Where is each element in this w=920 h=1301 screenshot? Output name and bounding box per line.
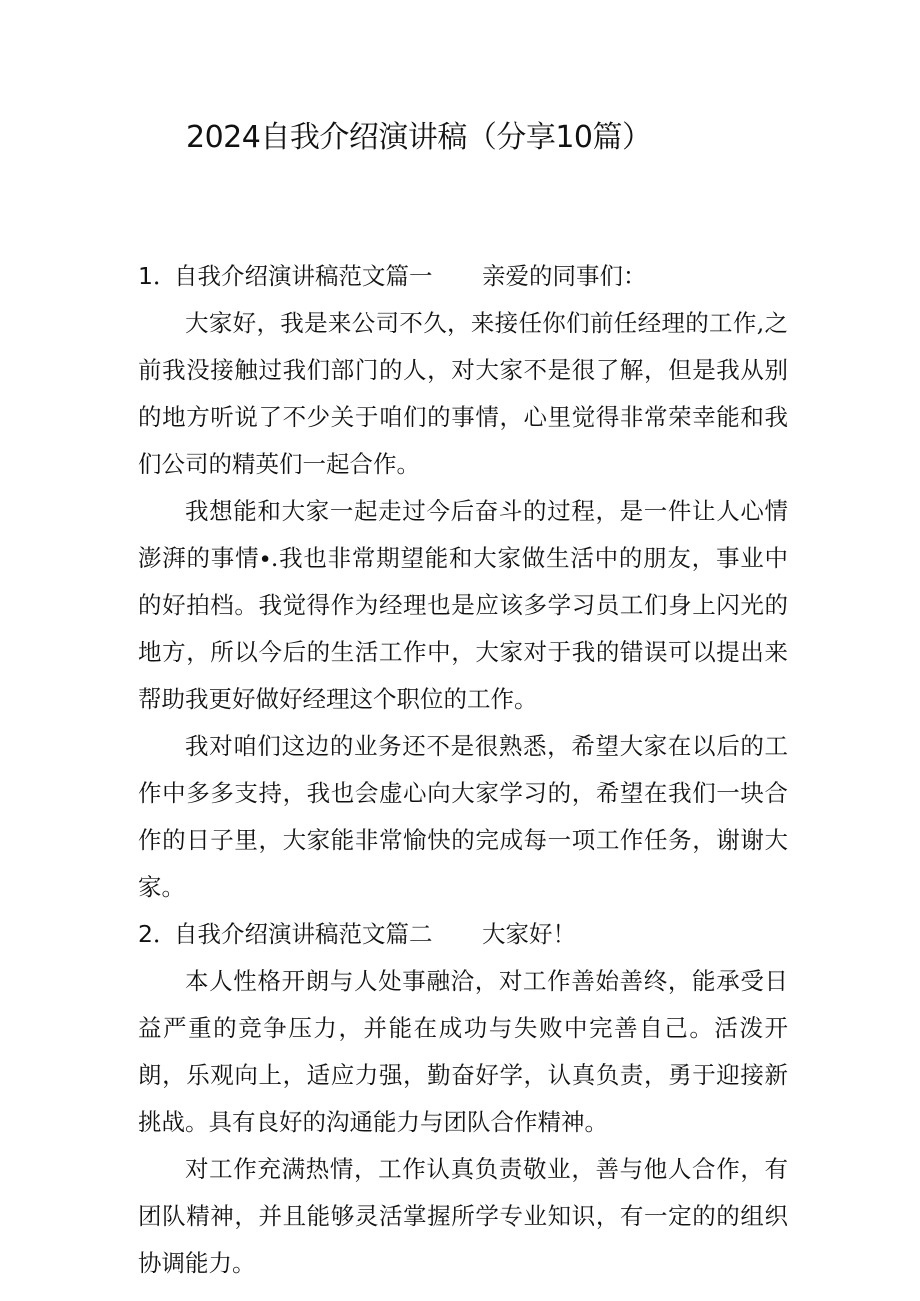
section-heading	[138, 253, 788, 300]
paragraph: 我对咱们这边的业务还不是很熟悉，希望大家在以后的工作中多多支持，我也会虚心向大家学习的，希望在我们一块合作的日子里，大家能非常愉快的完成每一项工作任务，谢谢大家。	[138, 732, 788, 901]
paragraph: 对工作充满热情，工作认真负责敬业，善与他人合作，有团队精神，并且能够灵活掌握所学专业知识，有一定的的组织协调能力。	[138, 1155, 788, 1277]
section-greeting: 大家好！	[482, 920, 576, 948]
paragraph: 本人性格开朗与人处事融洽，对工作善始善终，能承受日益严重的竞争压力，并能在成功与失败中完善自己。活泼开朗，乐观向上，适应力强，勤奋好学，认真负责，勇于迎接新挑战。具有良好的沟通能力与团队合作精神。	[138, 967, 788, 1136]
section-number: 1．	[138, 262, 177, 290]
section-greeting: 亲爱的同事们：	[482, 262, 647, 290]
document-body	[138, 253, 788, 1287]
paragraph: 我想能和大家一起走过今后奋斗的过程，是一件让人心情澎湃的事情∙.我也非常期望能和大家做生活中的朋友，事业中的好拍档。我觉得作为经理也是应该多学习员工们身上闪光的地方，所以今后的生活工作中，大家对于我的错误可以提出来帮助我更好做好经理这个职位的工作。	[138, 497, 788, 713]
section-title: 自我介绍演讲稿范文篇一	[174, 262, 433, 290]
section-title: 自我介绍演讲稿范文篇二	[174, 920, 433, 948]
section-number: 2．	[138, 920, 177, 948]
section-heading	[138, 911, 788, 958]
section-1	[138, 253, 788, 911]
section-2	[138, 911, 788, 1287]
paragraph: 大家好，我是来公司不久，来接任你们前任经理的工作,之前我没接触过我们部门的人，对大家不是很了解，但是我从别的地方听说了不少关于咱们的事情，心里觉得非常荣幸能和我们公司的精英们一起合作。	[138, 309, 788, 478]
document-title: 2024自我介绍演讲稿（分享10篇）	[186, 120, 652, 155]
